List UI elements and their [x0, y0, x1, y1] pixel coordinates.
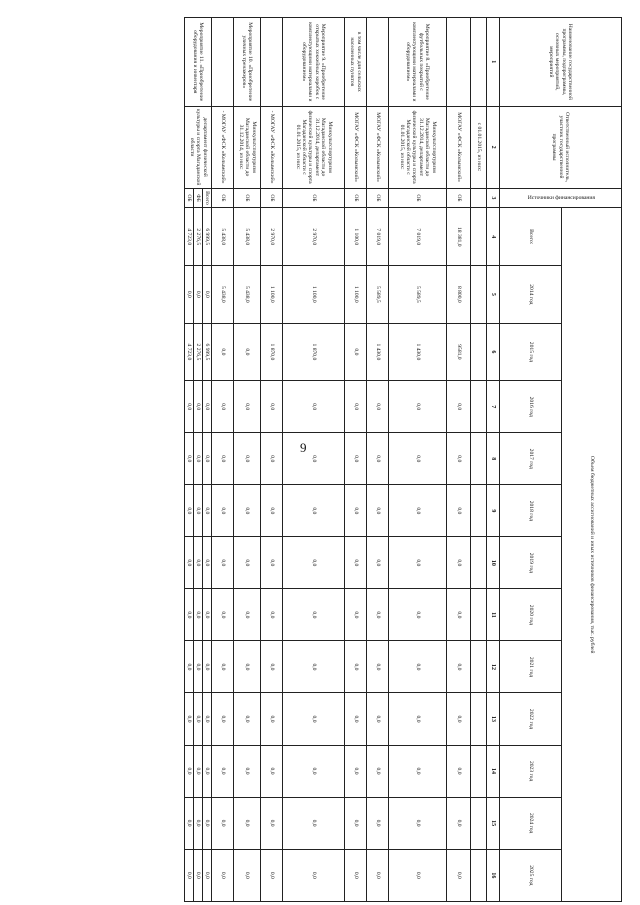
header-year: 2016 год	[500, 381, 562, 433]
row-value: 0,0	[389, 485, 447, 537]
row-value: 0,0	[367, 849, 389, 901]
row-source: ОБ	[389, 188, 447, 208]
row-value: 5 438,0	[212, 208, 234, 266]
row-value: 0,0	[203, 745, 212, 797]
table-row	[261, 18, 283, 902]
row-executor: Минкультспортуризм Магаданской области до 31.12.2014, департамент физической культуры и спорта Магаданской области с 01.01.2015, из них:	[389, 106, 447, 188]
row-value: 0,0	[194, 797, 203, 849]
row-value	[471, 849, 487, 901]
row-value: 0,0	[345, 433, 367, 485]
row-source: ОБ	[234, 188, 261, 208]
row-value: 0,0	[283, 537, 345, 589]
row-value: 0,0	[212, 745, 234, 797]
row-value: 0,0	[185, 797, 194, 849]
header-year: 2017 год	[500, 433, 562, 485]
row-value: 0,0	[194, 433, 203, 485]
row-value: 0,0	[367, 485, 389, 537]
row-value: 4 723,0	[185, 323, 194, 381]
row-value: 0,0	[234, 433, 261, 485]
row-value: 5 438,0	[234, 208, 261, 266]
row-value: 1 100,0	[283, 266, 345, 324]
row-source: ОБ	[345, 188, 367, 208]
row-source: ОБ	[283, 188, 345, 208]
header-exec-col: Ответственный исполнитель, участник государственной программы	[500, 106, 622, 188]
header-year: 2024 год	[500, 797, 562, 849]
row-value: 0,0	[203, 849, 212, 901]
row-value: 1 100,0	[345, 208, 367, 266]
table-row	[283, 18, 345, 902]
row-value: 2 970,0	[283, 208, 345, 266]
row-value: 0,0	[389, 433, 447, 485]
row-value: 9581,0	[447, 323, 471, 381]
row-value: 0,0	[234, 745, 261, 797]
row-value: 0,0	[447, 745, 471, 797]
row-value: 18 381,0	[447, 208, 471, 266]
row-value: 0,0	[203, 797, 212, 849]
row-executor: МОГАУ «ФСК «Колымский»	[447, 106, 471, 188]
row-value: 1 430,0	[367, 323, 389, 381]
row-value: 0,0	[389, 537, 447, 589]
table-row	[471, 18, 487, 902]
row-executor: МОГАУ «ФСК «Колымский»	[367, 106, 389, 188]
row-value: 0,0	[345, 849, 367, 901]
table-row	[234, 18, 261, 902]
row-value: 0,0	[212, 849, 234, 901]
row-value: 0,0	[345, 797, 367, 849]
row-value: 0,0	[194, 745, 203, 797]
row-value: 8 800,0	[447, 266, 471, 324]
column-index: 4	[487, 208, 500, 266]
row-value: 5 589,5	[367, 266, 389, 324]
row-executor: Минкультспортуризм Магаданской области до 31.12.2014, из них:	[234, 106, 261, 188]
row-value: 0,0	[185, 745, 194, 797]
row-value: 0,0	[261, 849, 283, 901]
row-value: 2 970,0	[261, 208, 283, 266]
row-value: 0,0	[194, 641, 203, 693]
table-row	[447, 18, 471, 902]
table-row	[345, 18, 367, 902]
row-value: 6 999,5	[203, 208, 212, 266]
row-value: 7 019,0	[367, 208, 389, 266]
row-value: 0,0	[345, 381, 367, 433]
row-executor: - МОГАУ «ФСК «Колымский»	[261, 106, 283, 188]
row-source: ОБ	[185, 188, 194, 208]
row-name: Мероприятие 10. «Приобретение уличных тренажеров»	[234, 18, 261, 107]
header-year: 2021 год	[500, 641, 562, 693]
row-value: 5 438,0	[234, 266, 261, 324]
header-year: 2019 год	[500, 537, 562, 589]
header-year: 2014 год	[500, 266, 562, 324]
row-value: 0,0	[283, 589, 345, 641]
row-value: 0,0	[283, 381, 345, 433]
row-value: 0,0	[389, 849, 447, 901]
row-value: 0,0	[212, 537, 234, 589]
row-value: 0,0	[367, 745, 389, 797]
row-value: 0,0	[234, 693, 261, 745]
header-year: 2015 год	[500, 323, 562, 381]
row-value: 0,0	[234, 537, 261, 589]
table-row	[212, 18, 234, 902]
row-value: 0,0	[212, 381, 234, 433]
page-number: 9	[300, 440, 307, 455]
row-value: 0,0	[447, 433, 471, 485]
header-year: 2023 год	[500, 745, 562, 797]
row-value: 0,0	[447, 849, 471, 901]
header-year: 2018 год	[500, 485, 562, 537]
header-year: 2020 год	[500, 589, 562, 641]
row-value: 0,0	[367, 381, 389, 433]
row-value: 0,0	[234, 381, 261, 433]
row-source: ОБ	[212, 188, 234, 208]
row-value	[471, 208, 487, 266]
row-value: 0,0	[194, 381, 203, 433]
row-value: 0,0	[203, 641, 212, 693]
row-value: 0,0	[447, 589, 471, 641]
column-index: 1	[487, 18, 500, 107]
row-value	[471, 589, 487, 641]
row-source: ФБ	[194, 188, 203, 208]
row-value: 2 276,5	[194, 323, 203, 381]
row-value: 0,0	[261, 433, 283, 485]
row-value: 0,0	[261, 485, 283, 537]
row-value: 0,0	[185, 589, 194, 641]
row-value: 0,0	[367, 693, 389, 745]
row-value: 1 100,0	[345, 266, 367, 324]
row-value	[471, 323, 487, 381]
row-executor: департамент физической культуры и спорта Магаданской области	[185, 106, 212, 188]
row-value: 0,0	[447, 693, 471, 745]
row-value: 0,0	[185, 693, 194, 745]
column-index: 14	[487, 745, 500, 797]
row-value: 0,0	[185, 641, 194, 693]
row-value	[471, 797, 487, 849]
row-name	[471, 18, 487, 107]
row-value: 0,0	[212, 797, 234, 849]
row-value: 0,0	[234, 589, 261, 641]
row-source	[471, 188, 487, 208]
row-value: 0,0	[212, 485, 234, 537]
row-value: 0,0	[212, 433, 234, 485]
row-value: 0,0	[212, 589, 234, 641]
row-value: 0,0	[389, 745, 447, 797]
row-value: 0,0	[345, 641, 367, 693]
row-value: 0,0	[283, 485, 345, 537]
row-value: 0,0	[212, 641, 234, 693]
row-executor: Минкультспортуризм Магаданской области до 31.12.2014, департамент физической культуры и спорта Магаданской области с 01.01.2015, из них:	[283, 106, 345, 188]
row-value: 0,0	[389, 641, 447, 693]
column-index: 8	[487, 433, 500, 485]
row-value: 0,0	[234, 797, 261, 849]
table-row	[203, 18, 212, 902]
row-value: 0,0	[261, 797, 283, 849]
row-value: 0,0	[194, 849, 203, 901]
row-value: 0,0	[447, 797, 471, 849]
column-index: 16	[487, 849, 500, 901]
row-value: 0,0	[283, 849, 345, 901]
row-value: 0,0	[194, 485, 203, 537]
row-value: 0,0	[185, 433, 194, 485]
row-value	[471, 381, 487, 433]
row-value: 0,0	[185, 849, 194, 901]
table-row	[367, 18, 389, 902]
row-value: 0,0	[261, 589, 283, 641]
header-source-col: Источники финансирования	[500, 188, 622, 208]
row-value: 0,0	[194, 693, 203, 745]
row-value	[471, 485, 487, 537]
row-value: 0,0	[234, 323, 261, 381]
row-value: 1 430,0	[389, 323, 447, 381]
row-source: ОБ	[367, 188, 389, 208]
row-value: 7 019,0	[389, 208, 447, 266]
row-value: 0,0	[261, 641, 283, 693]
column-index: 10	[487, 537, 500, 589]
row-value: 0,0	[261, 537, 283, 589]
row-value	[471, 433, 487, 485]
column-index: 13	[487, 693, 500, 745]
row-value: 0,0	[234, 641, 261, 693]
row-value: 0,0	[447, 641, 471, 693]
row-name: в том числе для сельских населенных пунктов	[345, 18, 367, 107]
row-name	[447, 18, 471, 107]
row-value: 0,0	[261, 693, 283, 745]
financing-table	[184, 17, 622, 902]
row-value: 0,0	[185, 266, 194, 324]
header-year: 2022 год	[500, 693, 562, 745]
row-value: 0,0	[447, 485, 471, 537]
row-executor: с 01.01.2015, из них:	[471, 106, 487, 188]
row-value: 0,0	[203, 485, 212, 537]
row-value: 0,0	[194, 589, 203, 641]
row-value: 0,0	[203, 589, 212, 641]
column-index: 11	[487, 589, 500, 641]
row-value: 0,0	[203, 537, 212, 589]
row-value: 0,0	[283, 693, 345, 745]
header-budget-title: Объем бюджетных ассигнований и иных источников финансирования, тыс. рублей	[562, 208, 622, 902]
row-value: 0,0	[389, 381, 447, 433]
row-value: 0,0	[185, 381, 194, 433]
column-index: 15	[487, 797, 500, 849]
column-index: 12	[487, 641, 500, 693]
header-year: 2025 год	[500, 849, 562, 901]
row-value: 0,0	[185, 537, 194, 589]
row-value: 0,0	[389, 797, 447, 849]
column-index: 5	[487, 266, 500, 324]
row-value: 0,0	[367, 537, 389, 589]
row-value: 0,0	[194, 537, 203, 589]
column-index: 3	[487, 188, 500, 208]
row-executor: - МОГАУ «ФСК «Колымский»	[212, 106, 234, 188]
row-value: 6 999,5	[203, 323, 212, 381]
row-value	[471, 537, 487, 589]
row-value: 0,0	[261, 381, 283, 433]
row-source: Всего	[203, 188, 212, 208]
row-value: 0,0	[367, 433, 389, 485]
row-value: 0,0	[203, 266, 212, 324]
row-value: 4 723,0	[185, 208, 194, 266]
row-value: 0,0	[261, 745, 283, 797]
row-source: ОБ	[447, 188, 471, 208]
row-value: 0,0	[203, 693, 212, 745]
row-value: 0,0	[283, 745, 345, 797]
row-value: 0,0	[367, 589, 389, 641]
row-name	[261, 18, 283, 107]
row-value: 0,0	[203, 433, 212, 485]
row-value: 1 870,0	[283, 323, 345, 381]
row-value: 1 100,0	[261, 266, 283, 324]
row-value	[471, 641, 487, 693]
row-value: 0,0	[234, 849, 261, 901]
row-value: 5 589,5	[389, 266, 447, 324]
row-value: 0,0	[345, 745, 367, 797]
header-name-col: Наименование государственной программы, подпрограммы, основных мероприятий, мероприятий	[500, 18, 622, 107]
row-value: 0,0	[345, 589, 367, 641]
row-value: 0,0	[203, 381, 212, 433]
row-name	[367, 18, 389, 107]
table-row	[389, 18, 447, 902]
header-total: Всего:	[500, 208, 562, 266]
row-value: 0,0	[345, 485, 367, 537]
row-name: Мероприятие 11. «Приобретение оборудования и инвентаря	[185, 18, 212, 107]
row-value: 0,0	[283, 641, 345, 693]
row-value: 0,0	[185, 485, 194, 537]
column-index: 6	[487, 323, 500, 381]
row-value: 0,0	[389, 693, 447, 745]
row-value: 0,0	[447, 381, 471, 433]
row-name	[212, 18, 234, 107]
row-value: 0,0	[234, 485, 261, 537]
rotated-table-wrapper	[2, 17, 622, 902]
row-value: 0,0	[212, 323, 234, 381]
row-value: 0,0	[367, 797, 389, 849]
row-value: 1 870,0	[261, 323, 283, 381]
row-value: 0,0	[212, 693, 234, 745]
row-value: 0,0	[345, 693, 367, 745]
row-value: 0,0	[447, 537, 471, 589]
column-index: 2	[487, 106, 500, 188]
row-value: 2 276,5	[194, 208, 203, 266]
column-index: 9	[487, 485, 500, 537]
row-value: 0,0	[389, 589, 447, 641]
row-value: 0,0	[345, 323, 367, 381]
row-value: 0,0	[367, 641, 389, 693]
row-name: Мероприятие 8. «Приобретение футбольных покрытий с комплектующими материалами и оборудованием»	[389, 18, 447, 107]
row-value: 0,0	[194, 266, 203, 324]
row-value: 5 438,0	[212, 266, 234, 324]
row-value	[471, 745, 487, 797]
row-executor: МОГАУ «ФСК «Колымский»	[345, 106, 367, 188]
row-value: 0,0	[345, 537, 367, 589]
row-value	[471, 693, 487, 745]
row-source: ОБ	[261, 188, 283, 208]
row-value	[471, 266, 487, 324]
row-value: 0,0	[283, 433, 345, 485]
column-index: 7	[487, 381, 500, 433]
row-name: Мероприятие 9. «Приобретение открытых хоккейных коробок с комплектующими материалами и оборудованием»	[283, 18, 345, 107]
row-value: 0,0	[283, 797, 345, 849]
